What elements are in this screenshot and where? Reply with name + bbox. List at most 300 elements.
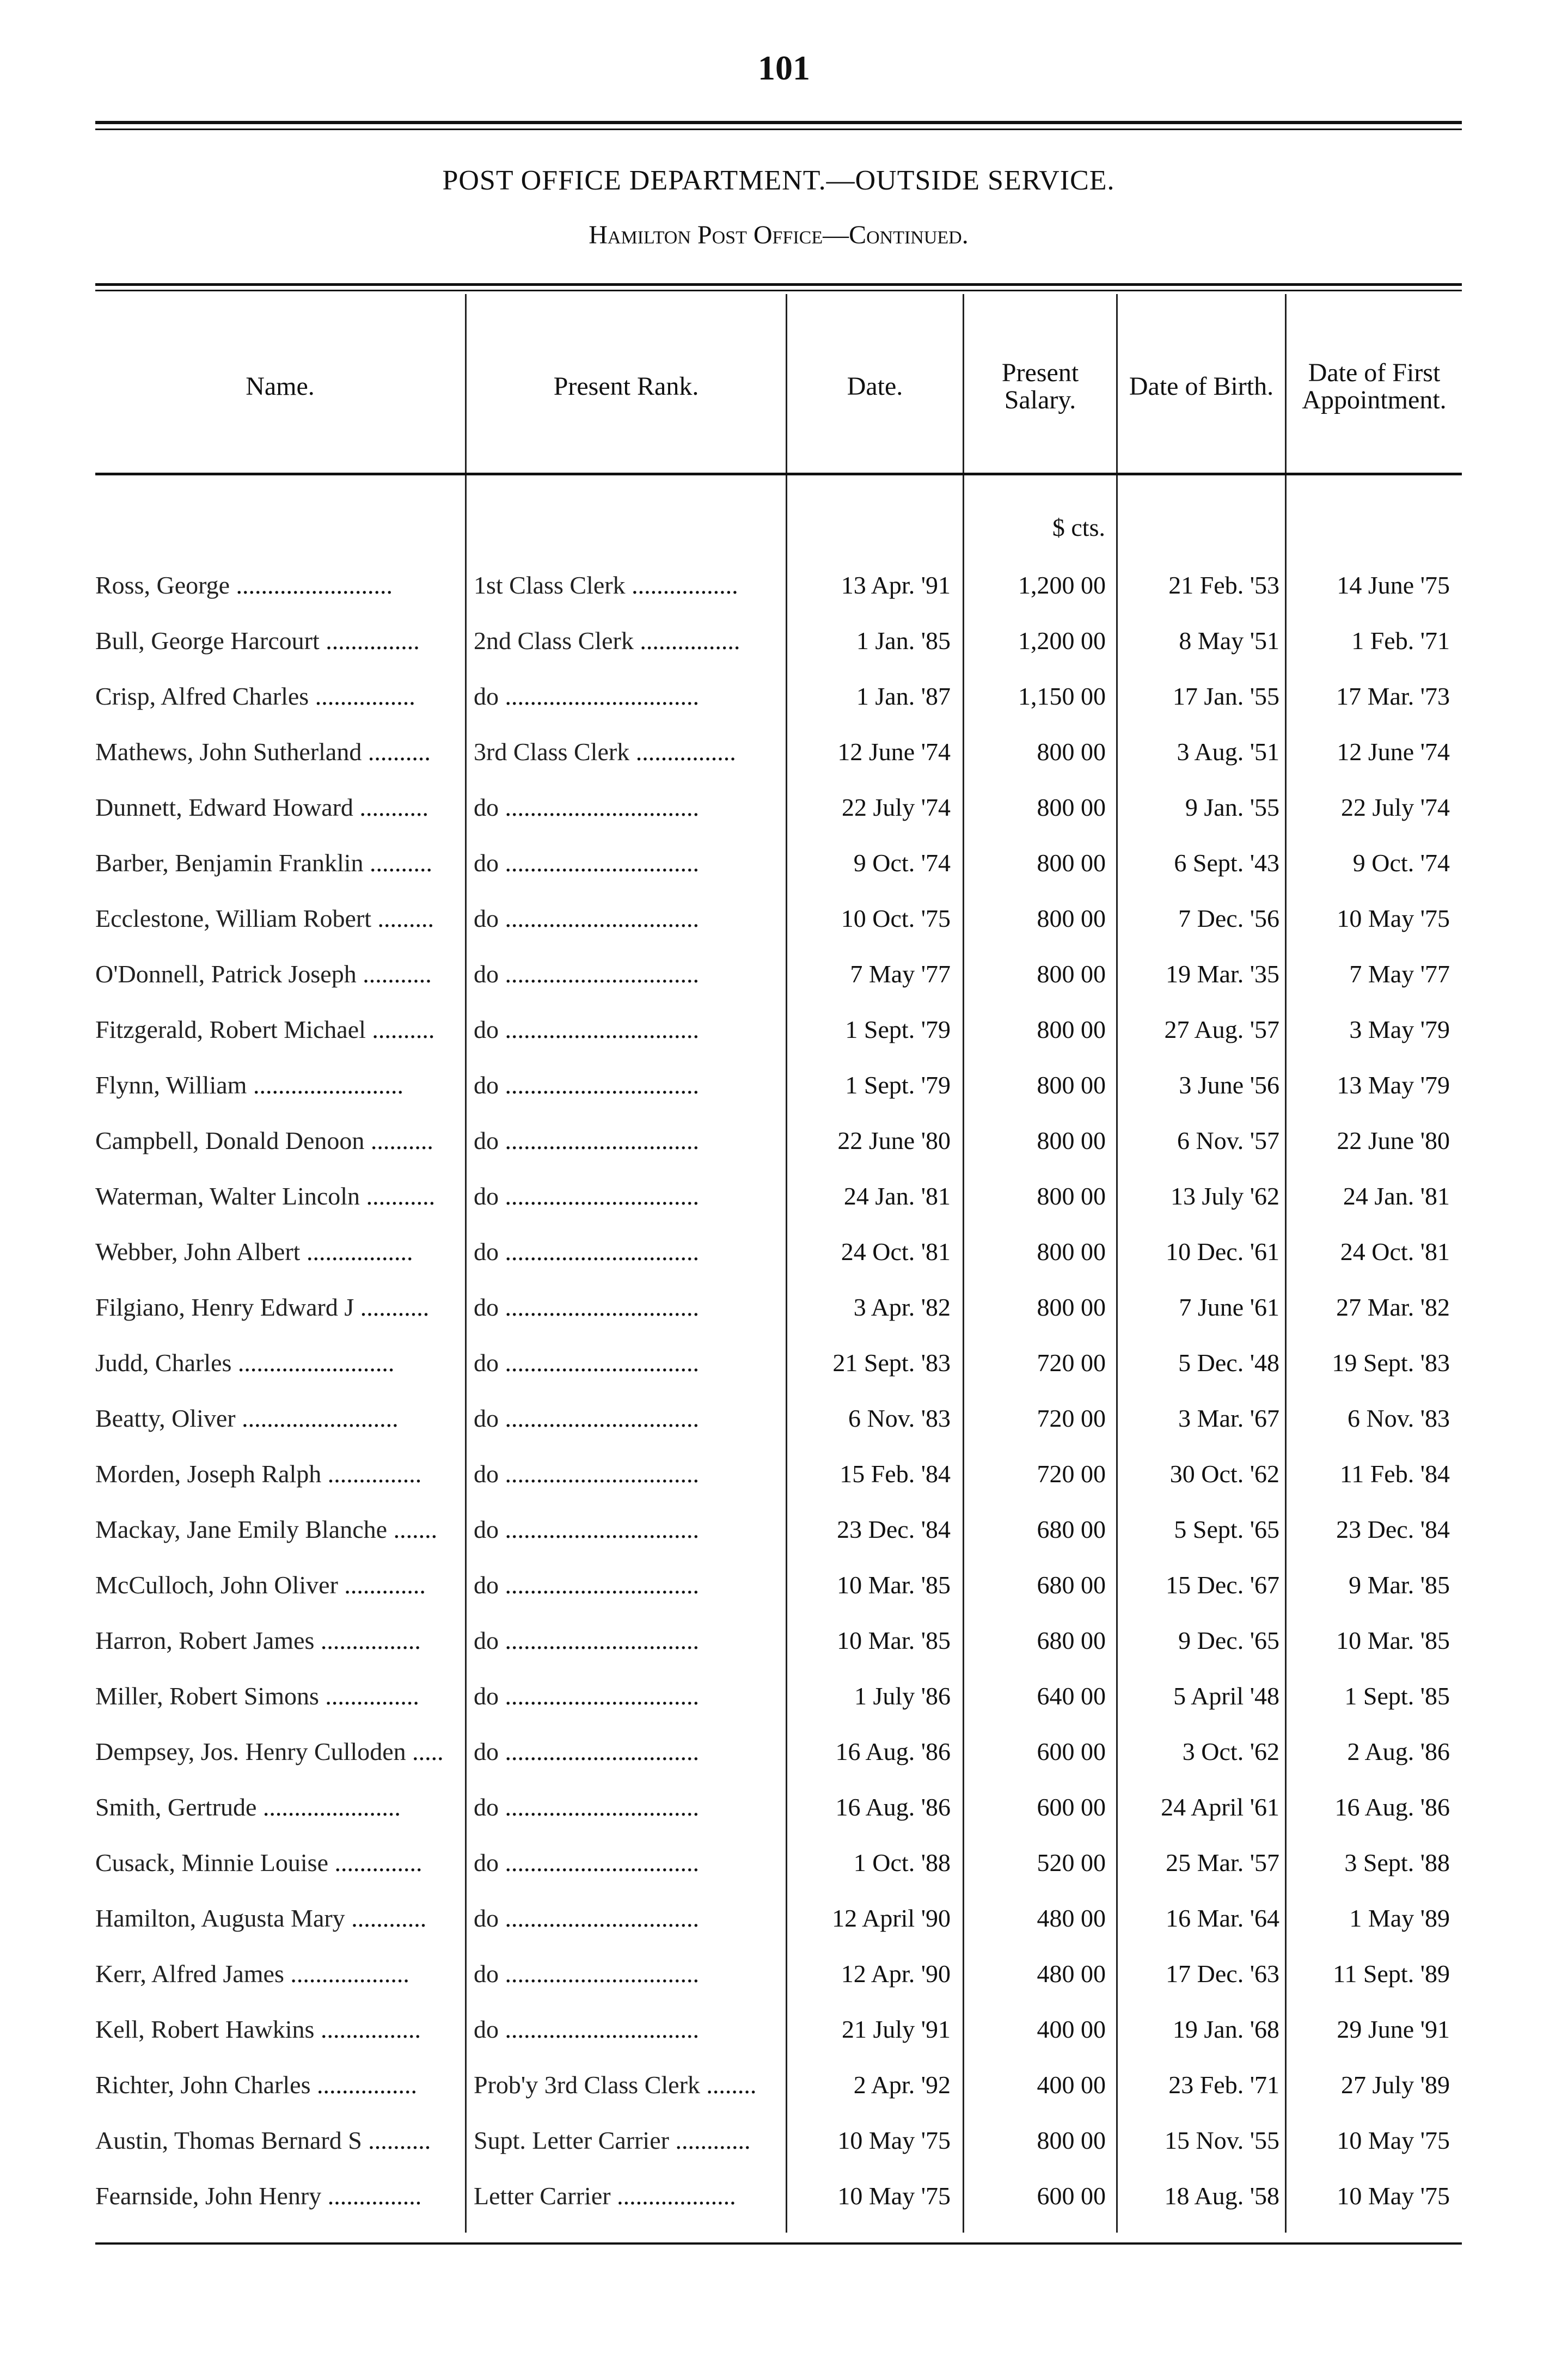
cell-rank xyxy=(474,613,781,669)
cell-rank-text: do xyxy=(474,1404,499,1432)
cell-name-text: Mathews, John Sutherland xyxy=(95,738,362,766)
staff-table-body xyxy=(0,558,1568,2224)
dot-leader: ........................ xyxy=(247,1071,403,1099)
cell-rank-text: do xyxy=(474,1738,499,1765)
cell-rank xyxy=(474,1891,781,1946)
cell-birth: 21 Feb. '53 xyxy=(1168,571,1279,599)
cell-rank-text: Letter Carrier xyxy=(474,2182,611,2210)
cell-name xyxy=(95,1502,460,1557)
cell-name-text: Webber, John Albert xyxy=(95,1238,301,1266)
cell-rank xyxy=(474,1557,781,1613)
table-row xyxy=(0,946,1568,1002)
cell-name xyxy=(95,1113,460,1169)
cell-rank xyxy=(474,1835,781,1891)
cell-birth: 19 Mar. '35 xyxy=(1166,960,1279,988)
cell-birth: 13 July '62 xyxy=(1171,1182,1279,1210)
cell-appointment: 14 June '75 xyxy=(1337,571,1450,599)
cell-name xyxy=(95,669,460,724)
dot-leader: .......... xyxy=(365,1016,435,1043)
cell-salary: 680 00 xyxy=(1037,1571,1106,1599)
cell-name-text: Campbell, Donald Denoon xyxy=(95,1127,365,1154)
cell-rank xyxy=(474,1946,781,2002)
cell-birth: 15 Nov. '55 xyxy=(1164,2126,1279,2154)
cell-salary: 800 00 xyxy=(1037,1127,1106,1154)
cell-name-text: Hamilton, Augusta Mary xyxy=(95,1904,345,1932)
cell-salary: 600 00 xyxy=(1037,1738,1106,1765)
table-row xyxy=(0,1002,1568,1057)
cell-rank xyxy=(474,2113,781,2168)
dot-leader: ............... xyxy=(319,627,420,655)
cell-salary: 800 00 xyxy=(1037,1238,1106,1266)
cell-name xyxy=(95,558,460,613)
cell-salary: 400 00 xyxy=(1037,2071,1106,2099)
cell-birth: 7 Dec. '56 xyxy=(1178,904,1279,932)
cell-salary: 400 00 xyxy=(1037,2015,1106,2043)
cell-appointment: 16 Aug. '86 xyxy=(1334,1793,1450,1821)
cell-name-text: McCulloch, John Oliver xyxy=(95,1571,338,1599)
cell-date: 7 May '77 xyxy=(850,960,951,988)
cell-rank-text: do xyxy=(474,1849,499,1876)
cell-rank xyxy=(474,1224,781,1280)
dot-leader: ................... xyxy=(610,2182,736,2210)
table-row xyxy=(0,2057,1568,2113)
table-row xyxy=(0,558,1568,613)
cell-salary: 1,200 00 xyxy=(1018,627,1106,655)
cell-rank-text: do xyxy=(474,1793,499,1821)
dot-leader: ............ xyxy=(669,2126,751,2154)
cell-rank-text: do xyxy=(474,904,499,932)
cell-date: 1 Sept. '79 xyxy=(845,1071,951,1099)
cell-name-text: Ecclestone, William Robert xyxy=(95,904,371,932)
table-row xyxy=(0,613,1568,669)
cell-date: 16 Aug. '86 xyxy=(835,1738,951,1765)
dot-leader: ..... xyxy=(406,1738,444,1765)
cell-name xyxy=(95,613,460,669)
cell-birth: 3 Mar. '67 xyxy=(1178,1404,1279,1432)
cell-name xyxy=(95,1335,460,1391)
cell-name xyxy=(95,1446,460,1502)
cell-rank xyxy=(474,1446,781,1502)
header-top-rule-thin xyxy=(95,290,1462,291)
cell-name-text: Bull, George Harcourt xyxy=(95,627,320,655)
cell-birth: 17 Dec. '63 xyxy=(1166,1960,1279,1988)
cell-name xyxy=(95,1835,460,1891)
cell-salary: 800 00 xyxy=(1037,1293,1106,1321)
table-row xyxy=(0,2002,1568,2057)
cell-date: 1 July '86 xyxy=(854,1682,951,1710)
dot-leader: ............................... xyxy=(499,2015,699,2043)
dot-leader: ...................... xyxy=(256,1793,401,1821)
cell-birth: 25 Mar. '57 xyxy=(1166,1849,1279,1876)
dot-leader: ............................... xyxy=(499,1571,699,1599)
cell-appointment: 29 June '91 xyxy=(1337,2015,1450,2043)
cell-appointment: 17 Mar. '73 xyxy=(1336,682,1450,710)
cell-rank xyxy=(474,2168,781,2224)
cell-rank xyxy=(474,891,781,946)
cell-date: 1 Jan. '87 xyxy=(856,682,951,710)
cell-appointment: 22 June '80 xyxy=(1337,1127,1450,1154)
cell-name-text: Harron, Robert James xyxy=(95,1627,315,1654)
cell-birth: 3 Oct. '62 xyxy=(1182,1738,1279,1765)
cell-rank-text: do xyxy=(474,1515,499,1543)
cell-rank-text: Prob'y 3rd Class Clerk xyxy=(474,2071,700,2099)
dot-leader: ............................... xyxy=(499,960,699,988)
table-row xyxy=(0,1057,1568,1113)
column-header-rank: Present Rank. xyxy=(553,371,699,401)
top-rule xyxy=(95,121,1462,124)
cell-rank-text: Supt. Letter Carrier xyxy=(474,2126,669,2154)
cell-appointment: 23 Dec. '84 xyxy=(1336,1515,1450,1543)
table-row xyxy=(0,2113,1568,2168)
cell-name-text: Beatty, Oliver xyxy=(95,1404,236,1432)
cell-name-text: Fearnside, John Henry xyxy=(95,2182,322,2210)
cell-date: 21 July '91 xyxy=(842,2015,951,2043)
dot-leader: ............................... xyxy=(499,1793,699,1821)
cell-salary: 520 00 xyxy=(1037,1849,1106,1876)
cell-appointment: 10 May '75 xyxy=(1337,2126,1450,2154)
dot-leader: ............................... xyxy=(499,1127,699,1154)
table-row xyxy=(0,1613,1568,1668)
cell-salary: 680 00 xyxy=(1037,1627,1106,1654)
cell-rank-text: do xyxy=(474,1071,499,1099)
dot-leader: ............................... xyxy=(499,1238,699,1266)
dot-leader: ............................... xyxy=(499,1960,699,1988)
cell-salary: 800 00 xyxy=(1037,2126,1106,2154)
cell-appointment: 12 June '74 xyxy=(1337,738,1450,766)
table-row xyxy=(0,1946,1568,2002)
header-top-rule xyxy=(95,283,1462,286)
cell-birth: 27 Aug. '57 xyxy=(1164,1016,1279,1043)
cell-birth: 6 Nov. '57 xyxy=(1177,1127,1279,1154)
table-row xyxy=(0,1391,1568,1446)
cell-appointment: 3 May '79 xyxy=(1349,1016,1450,1043)
dot-leader: ....... xyxy=(387,1515,438,1543)
cell-salary: 480 00 xyxy=(1037,1960,1106,1988)
cell-rank xyxy=(474,1280,781,1335)
cell-name-text: Miller, Robert Simons xyxy=(95,1682,319,1710)
cell-appointment: 6 Nov. '83 xyxy=(1347,1404,1450,1432)
column-header-date: Date. xyxy=(847,371,903,401)
cell-appointment: 27 Mar. '82 xyxy=(1336,1293,1450,1321)
cell-name xyxy=(95,1224,460,1280)
bottom-rule xyxy=(95,2242,1462,2245)
table-row xyxy=(0,1335,1568,1391)
table-row xyxy=(0,2168,1568,2224)
dot-leader: ............ xyxy=(345,1904,427,1932)
cell-rank-text: do xyxy=(474,1682,499,1710)
cell-date: 1 Sept. '79 xyxy=(845,1016,951,1043)
cell-birth: 18 Aug. '58 xyxy=(1164,2182,1279,2210)
top-rule-thin xyxy=(95,129,1462,130)
cell-rank xyxy=(474,1002,781,1057)
cell-name xyxy=(95,2002,460,2057)
cell-name xyxy=(95,2168,460,2224)
cell-name-text: Smith, Gertrude xyxy=(95,1793,257,1821)
cell-name-text: Dempsey, Jos. Henry Culloden xyxy=(95,1738,406,1765)
table-row xyxy=(0,891,1568,946)
cell-rank xyxy=(474,724,781,780)
cell-name xyxy=(95,2113,460,2168)
cell-date: 21 Sept. '83 xyxy=(832,1349,951,1377)
cell-birth: 5 Sept. '65 xyxy=(1174,1515,1279,1543)
cell-salary: 600 00 xyxy=(1037,2182,1106,2210)
cell-date: 1 Jan. '85 xyxy=(856,627,951,655)
cell-rank-text: do xyxy=(474,849,499,877)
table-row xyxy=(0,1502,1568,1557)
cell-date: 12 Apr. '90 xyxy=(841,1960,951,1988)
cell-salary: 640 00 xyxy=(1037,1682,1106,1710)
cell-name-text: Cusack, Minnie Louise xyxy=(95,1849,328,1876)
cell-date: 15 Feb. '84 xyxy=(840,1460,951,1488)
table-row xyxy=(0,1446,1568,1502)
dot-leader: ............................... xyxy=(499,682,699,710)
dot-leader: ............................... xyxy=(499,1182,699,1210)
cell-salary: 800 00 xyxy=(1037,1182,1106,1210)
page-number: 101 xyxy=(758,48,810,87)
cell-rank-text: do xyxy=(474,2015,499,2043)
cell-name xyxy=(95,1169,460,1224)
cell-birth: 19 Jan. '68 xyxy=(1172,2015,1279,2043)
dot-leader: ............................... xyxy=(499,793,699,821)
cell-birth: 16 Mar. '64 xyxy=(1166,1904,1279,1932)
dot-leader: ......................... xyxy=(235,1404,399,1432)
dot-leader: ............................... xyxy=(499,1293,699,1321)
cell-rank-text: do xyxy=(474,682,499,710)
cell-rank-text: do xyxy=(474,1571,499,1599)
cell-name-text: Kerr, Alfred James xyxy=(95,1960,284,1988)
table-row xyxy=(0,1280,1568,1335)
cell-date: 2 Apr. '92 xyxy=(853,2071,951,2099)
cell-name-text: Richter, John Charles xyxy=(95,2071,311,2099)
table-row xyxy=(0,1113,1568,1169)
dot-leader: ............. xyxy=(338,1571,426,1599)
column-header-appointment: Date of First Appointment. xyxy=(1302,358,1447,414)
cell-date: 24 Jan. '81 xyxy=(843,1182,951,1210)
cell-birth: 7 June '61 xyxy=(1179,1293,1279,1321)
cell-name xyxy=(95,1557,460,1613)
cell-rank xyxy=(474,1113,781,1169)
cell-rank-text: 2nd Class Clerk xyxy=(474,627,634,655)
cell-rank xyxy=(474,780,781,835)
cell-appointment: 11 Sept. '89 xyxy=(1333,1960,1450,1988)
cell-date: 22 June '80 xyxy=(837,1127,951,1154)
cell-rank xyxy=(474,946,781,1002)
dot-leader: ......... xyxy=(371,904,434,932)
table-row xyxy=(0,780,1568,835)
dot-leader: .......... xyxy=(362,738,431,766)
cell-date: 23 Dec. '84 xyxy=(837,1515,951,1543)
cell-date: 22 July '74 xyxy=(842,793,951,821)
cell-salary: 800 00 xyxy=(1037,960,1106,988)
cell-appointment: 11 Feb. '84 xyxy=(1339,1460,1450,1488)
cell-rank xyxy=(474,835,781,891)
cell-date: 13 Apr. '91 xyxy=(841,571,951,599)
cell-salary: 1,150 00 xyxy=(1018,682,1106,710)
dot-leader: ............................... xyxy=(499,849,699,877)
cell-appointment: 2 Aug. '86 xyxy=(1347,1738,1450,1765)
cell-date: 10 Mar. '85 xyxy=(837,1627,951,1654)
dot-leader: ........... xyxy=(356,960,432,988)
cell-rank xyxy=(474,2002,781,2057)
cell-salary: 680 00 xyxy=(1037,1515,1106,1543)
cell-appointment: 27 July '89 xyxy=(1341,2071,1450,2099)
table-row xyxy=(0,1724,1568,1780)
cell-name-text: Judd, Charles xyxy=(95,1349,232,1377)
cell-rank-text: do xyxy=(474,1904,499,1932)
cell-salary: 480 00 xyxy=(1037,1904,1106,1932)
dot-leader: ............................... xyxy=(499,1515,699,1543)
cell-name-text: O'Donnell, Patrick Joseph xyxy=(95,960,357,988)
salary-units: $ cts. xyxy=(1052,513,1105,541)
cell-rank-text: do xyxy=(474,1238,499,1266)
column-header-birth: Date of Birth. xyxy=(1129,371,1274,401)
dot-leader: ............................... xyxy=(499,1016,699,1043)
cell-date: 12 April '90 xyxy=(832,1904,951,1932)
cell-name xyxy=(95,780,460,835)
cell-appointment: 1 Feb. '71 xyxy=(1351,627,1450,655)
cell-appointment: 9 Oct. '74 xyxy=(1352,849,1450,877)
cell-salary: 600 00 xyxy=(1037,1793,1106,1821)
cell-rank xyxy=(474,1502,781,1557)
dot-leader: ............................... xyxy=(499,1849,699,1876)
dot-leader: ............... xyxy=(321,1460,422,1488)
dot-leader: ............................... xyxy=(499,1738,699,1765)
cell-appointment: 24 Jan. '81 xyxy=(1343,1182,1450,1210)
cell-date: 1 Oct. '88 xyxy=(853,1849,951,1876)
table-row xyxy=(0,1835,1568,1891)
dot-leader: ......................... xyxy=(230,571,393,599)
cell-name xyxy=(95,835,460,891)
table-row xyxy=(0,1780,1568,1835)
cell-rank xyxy=(474,669,781,724)
cell-salary: 800 00 xyxy=(1037,849,1106,877)
cell-date: 24 Oct. '81 xyxy=(841,1238,951,1266)
cell-rank-text: do xyxy=(474,1460,499,1488)
dot-leader: ............................... xyxy=(499,904,699,932)
table-row xyxy=(0,1891,1568,1946)
dot-leader: ........... xyxy=(360,1182,436,1210)
cell-appointment: 10 May '75 xyxy=(1337,2182,1450,2210)
cell-salary: 720 00 xyxy=(1037,1404,1106,1432)
cell-birth: 30 Oct. '62 xyxy=(1169,1460,1279,1488)
cell-name-text: Dunnett, Edward Howard xyxy=(95,793,353,821)
cell-salary: 800 00 xyxy=(1037,1016,1106,1043)
dot-leader: ............... xyxy=(318,1682,419,1710)
dot-leader: ............................... xyxy=(499,1904,699,1932)
column-header-salary: Present Salary. xyxy=(1001,358,1079,414)
cell-name xyxy=(95,1668,460,1724)
cell-name-text: Crisp, Alfred Charles xyxy=(95,682,309,710)
dot-leader: .............. xyxy=(328,1849,422,1876)
header-bottom-rule xyxy=(95,473,1462,475)
cell-birth: 17 Jan. '55 xyxy=(1172,682,1279,710)
cell-salary: 720 00 xyxy=(1037,1460,1106,1488)
cell-birth: 8 May '51 xyxy=(1179,627,1279,655)
table-row xyxy=(0,1668,1568,1724)
cell-rank xyxy=(474,1057,781,1113)
cell-rank-text: do xyxy=(474,1349,499,1377)
cell-date: 3 Apr. '82 xyxy=(853,1293,951,1321)
cell-name xyxy=(95,1891,460,1946)
cell-date: 9 Oct. '74 xyxy=(853,849,951,877)
cell-name-text: Flynn, William xyxy=(95,1071,247,1099)
cell-name xyxy=(95,1613,460,1668)
cell-birth: 15 Dec. '67 xyxy=(1166,1571,1279,1599)
dot-leader: ............................... xyxy=(499,1627,699,1654)
cell-rank-text: do xyxy=(474,1293,499,1321)
cell-name-text: Fitzgerald, Robert Michael xyxy=(95,1016,366,1043)
cell-appointment: 22 July '74 xyxy=(1341,793,1450,821)
cell-rank-text: do xyxy=(474,960,499,988)
cell-appointment: 9 Mar. '85 xyxy=(1349,1571,1450,1599)
cell-appointment: 1 Sept. '85 xyxy=(1344,1682,1450,1710)
dot-leader: ............................... xyxy=(499,1404,699,1432)
dot-leader: ............................... xyxy=(499,1682,699,1710)
cell-rank xyxy=(474,1668,781,1724)
cell-birth: 5 Dec. '48 xyxy=(1178,1349,1279,1377)
cell-birth: 9 Dec. '65 xyxy=(1178,1627,1279,1654)
cell-rank-text: do xyxy=(474,1016,499,1043)
dot-leader: ................ xyxy=(309,682,415,710)
cell-name xyxy=(95,891,460,946)
cell-name-text: Ross, George xyxy=(95,571,230,599)
table-row xyxy=(0,669,1568,724)
cell-rank-text: 1st Class Clerk xyxy=(474,571,626,599)
dot-leader: ................ xyxy=(314,2015,421,2043)
cell-rank-text: do xyxy=(474,793,499,821)
cell-name-text: Waterman, Walter Lincoln xyxy=(95,1182,360,1210)
cell-appointment: 13 May '79 xyxy=(1337,1071,1450,1099)
dot-leader: ............... xyxy=(321,2182,422,2210)
dot-leader: ........... xyxy=(354,1293,430,1321)
table-row xyxy=(0,1224,1568,1280)
dot-leader: ........ xyxy=(700,2071,757,2099)
column-header-name: Name. xyxy=(246,371,315,401)
cell-name xyxy=(95,1280,460,1335)
dot-leader: ............................... xyxy=(499,1071,699,1099)
cell-birth: 5 April '48 xyxy=(1173,1682,1279,1710)
dot-leader: ............................... xyxy=(499,1349,699,1377)
dot-leader: .......... xyxy=(363,849,433,877)
dot-leader: ................ xyxy=(629,738,736,766)
cell-appointment: 10 May '75 xyxy=(1337,904,1450,932)
office-title: Hamilton Post Office—Continued. xyxy=(589,221,969,249)
cell-date: 10 May '75 xyxy=(837,2182,951,2210)
cell-birth: 23 Feb. '71 xyxy=(1168,2071,1279,2099)
cell-name-text: Mackay, Jane Emily Blanche xyxy=(95,1515,388,1543)
cell-date: 10 Mar. '85 xyxy=(837,1571,951,1599)
cell-salary: 800 00 xyxy=(1037,738,1106,766)
cell-birth: 3 June '56 xyxy=(1179,1071,1279,1099)
dot-leader: ................ xyxy=(314,1627,421,1654)
dot-leader: ......................... xyxy=(231,1349,395,1377)
cell-name xyxy=(95,1057,460,1113)
cell-appointment: 19 Sept. '83 xyxy=(1332,1349,1450,1377)
cell-name-text: Morden, Joseph Ralph xyxy=(95,1460,322,1488)
cell-rank-text: do xyxy=(474,1127,499,1154)
cell-birth: 6 Sept. '43 xyxy=(1174,849,1279,877)
table-row xyxy=(0,1169,1568,1224)
cell-name xyxy=(95,1724,460,1780)
dot-leader: ............................... xyxy=(499,1460,699,1488)
cell-rank xyxy=(474,1780,781,1835)
cell-appointment: 1 May '89 xyxy=(1349,1904,1450,1932)
cell-rank-text: do xyxy=(474,1627,499,1654)
cell-birth: 9 Jan. '55 xyxy=(1185,793,1279,821)
cell-date: 10 Oct. '75 xyxy=(841,904,951,932)
cell-appointment: 10 Mar. '85 xyxy=(1336,1627,1450,1654)
department-title: POST OFFICE DEPARTMENT.—OUTSIDE SERVICE. xyxy=(442,165,1115,196)
